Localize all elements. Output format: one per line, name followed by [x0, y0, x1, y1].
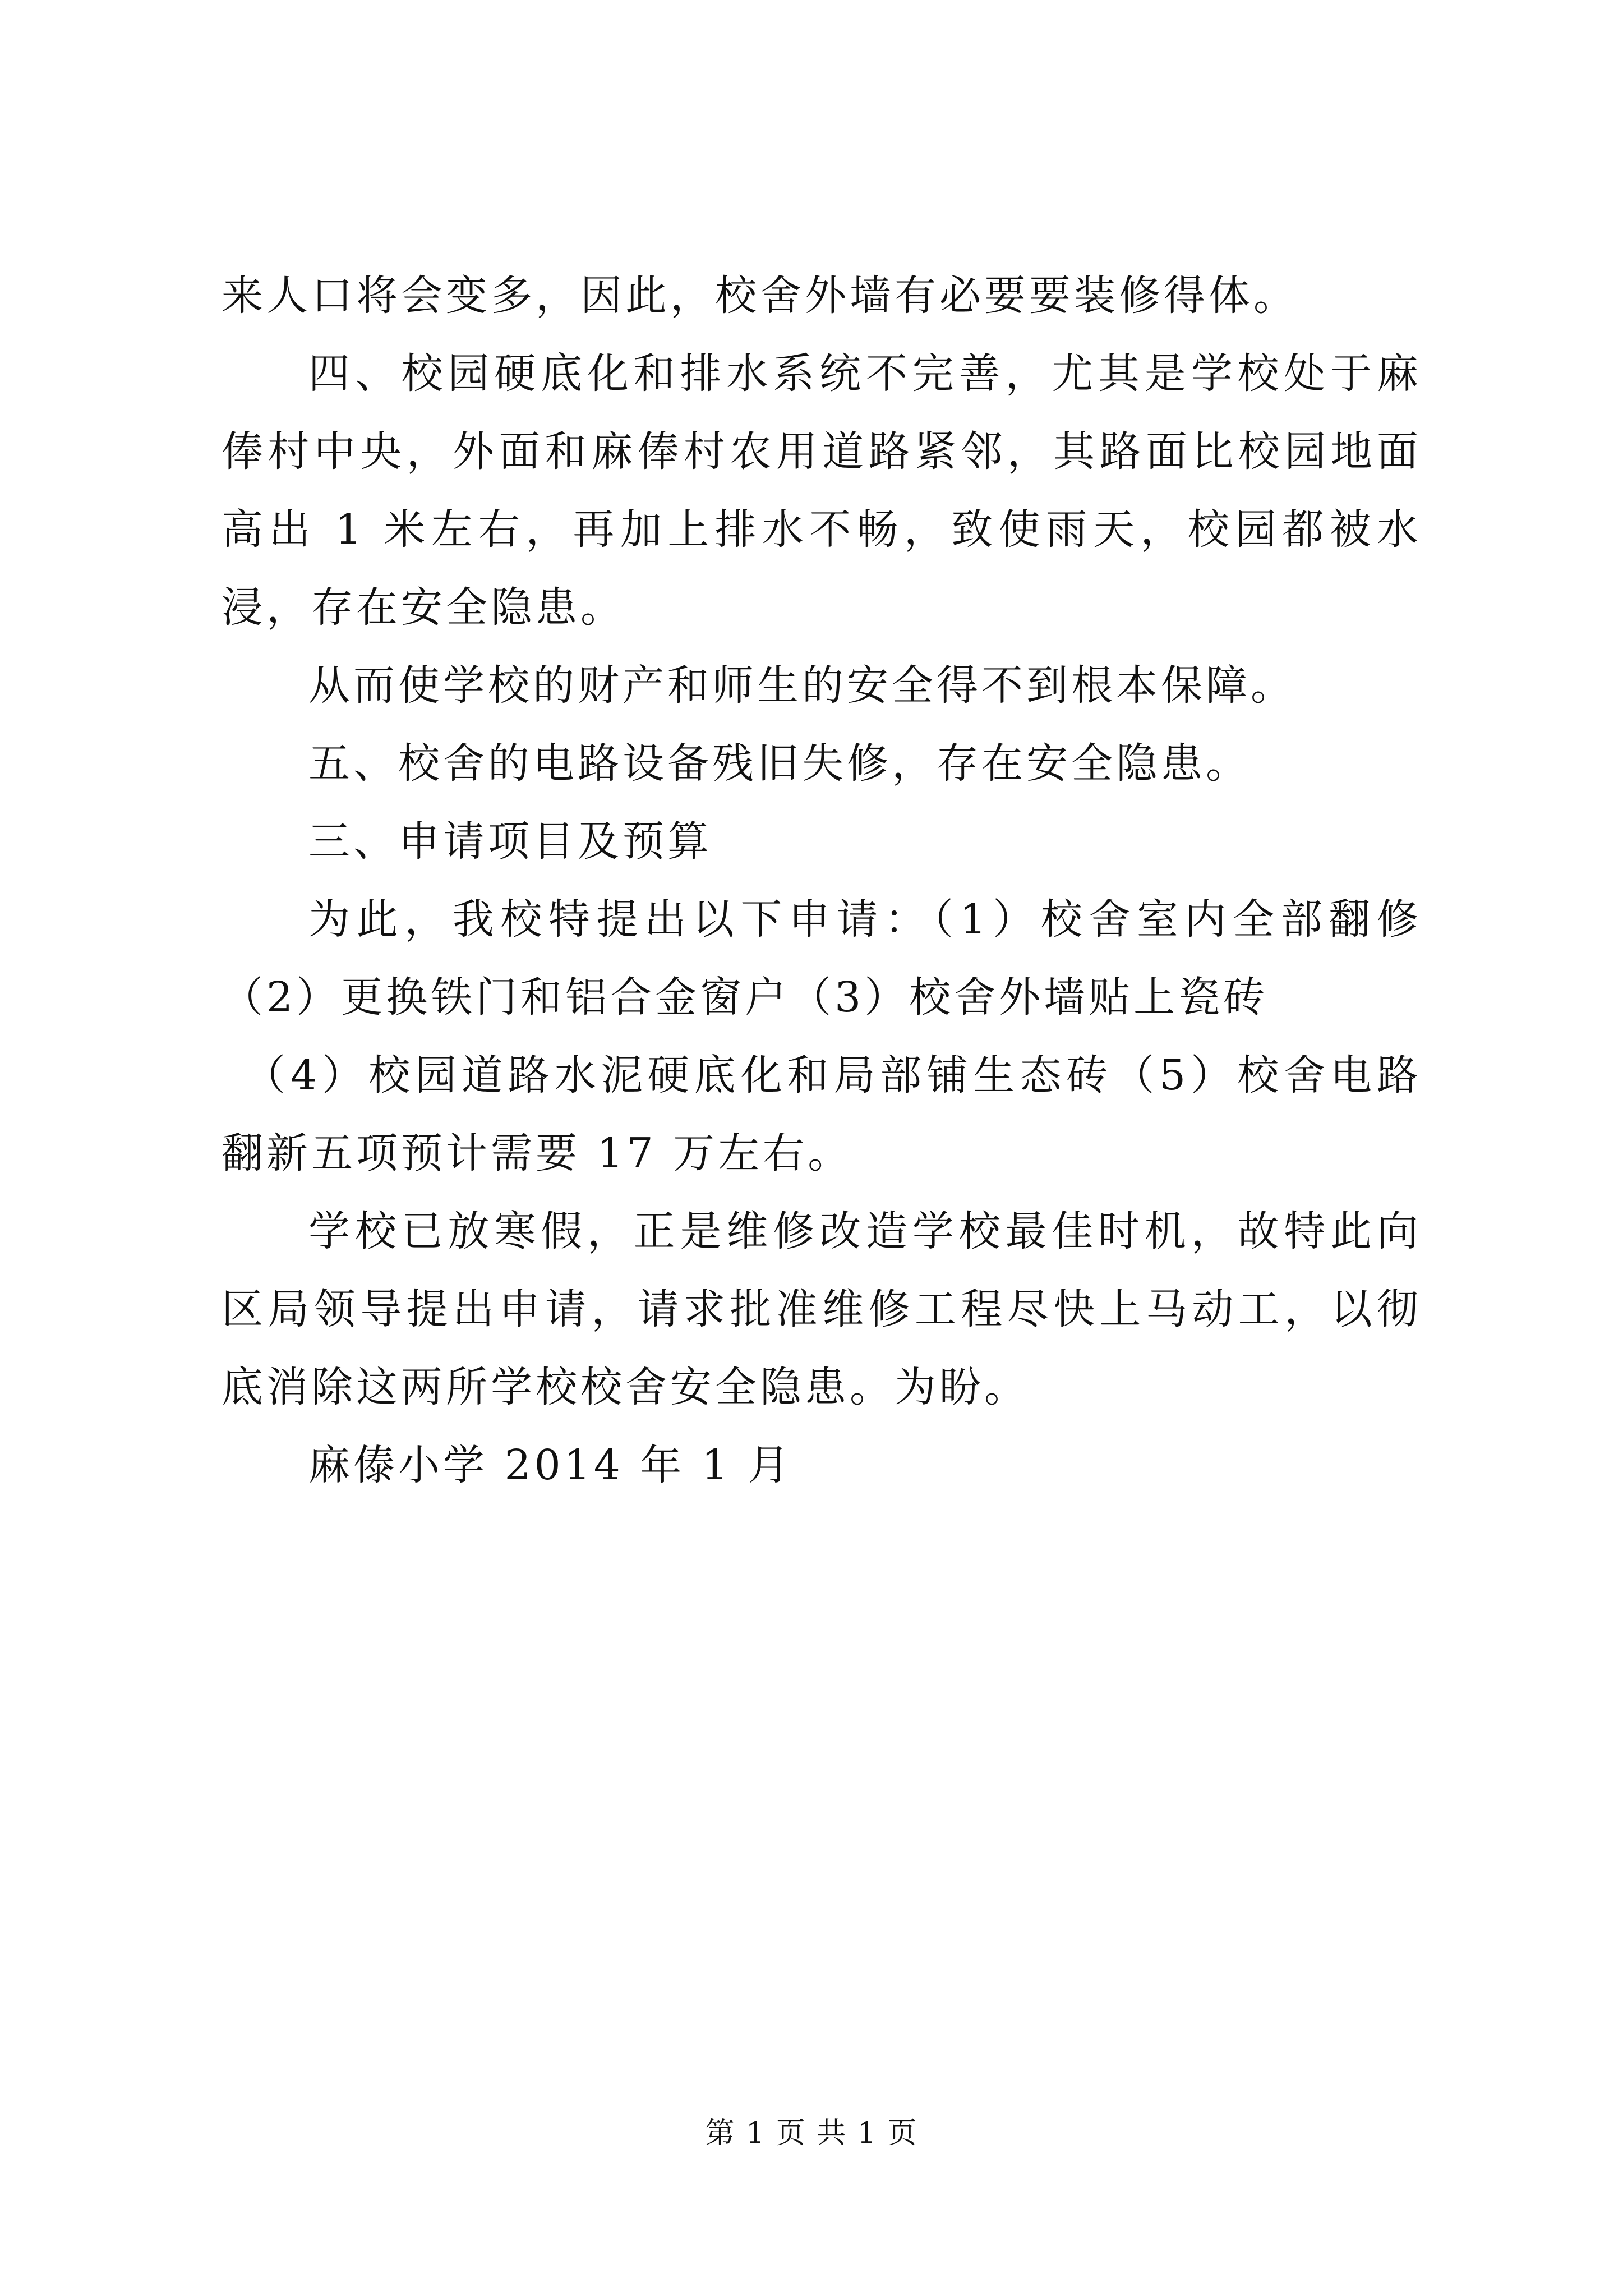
paragraph-request: 学校已放寒假，正是维修改造学校最佳时机，故特此向区局领导提出申请，请求批准维修工程尽快上马动工，以彻底消除这两所学校校舍安全隐患。为盼。	[222, 1207, 1422, 1411]
page-footer: 第 1 页 共 1 页	[705, 2116, 918, 2150]
paragraph-continuation: 来人口将会变多，因此，校舍外墙有必要要装修得体。	[222, 272, 1298, 320]
section-heading-three: 三、申请项目及预算	[308, 817, 712, 866]
paragraph-item-five: 五、校舍的电路设备残旧失修，存在安全隐患。	[308, 739, 1251, 788]
paragraph-application-list: 为此，我校特提出以下申请：（1）校舍室内全部翻修（2）更换铁门和铝合金窗户（3）校舍外墙贴上瓷砖	[222, 895, 1422, 1022]
paragraph-budget: （4）校园道路水泥硬底化和局部铺生态砖（5）校舍电路翻新五项预计需要 17 万左右。	[222, 1051, 1422, 1177]
signature-line: 麻傣小学 2014 年 1 月	[308, 1441, 793, 1489]
paragraph-safety: 从而使学校的财产和师生的安全得不到根本保障。	[308, 661, 1295, 710]
paragraph-item-four: 四、校园硬底化和排水系统不完善，尤其是学校处于麻俸村中央，外面和麻俸村农用道路紧邻，其路面比校园地面高出 1 米左右，再加上排水不畅，致使雨天，校园都被水浸，存在安全隐患。	[222, 349, 1422, 632]
document-body	[222, 257, 1422, 1504]
